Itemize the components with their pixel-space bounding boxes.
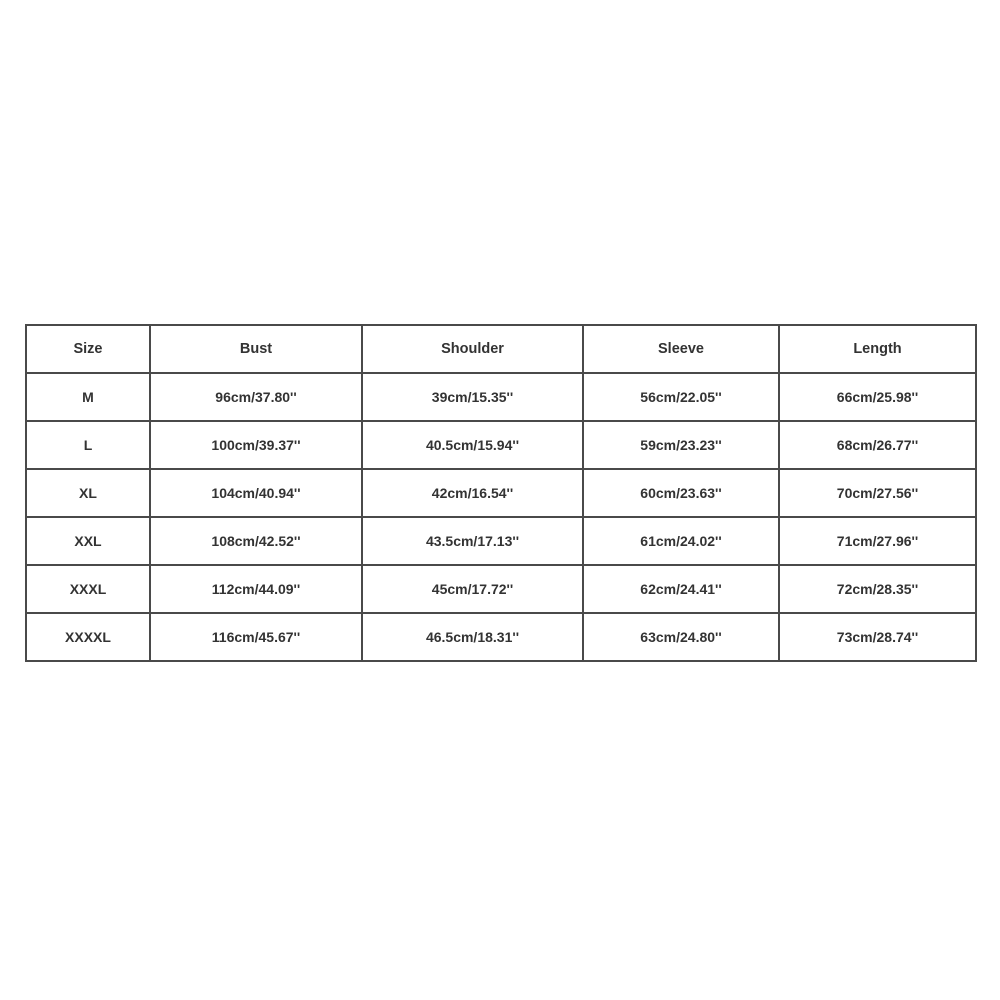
cell-size: XXXXL [26,613,150,661]
cell-length: 71cm/27.96'' [779,517,976,565]
table-row [26,565,976,613]
cell-length: 73cm/28.74'' [779,613,976,661]
cell-length: 66cm/25.98'' [779,373,976,421]
header-row [26,325,976,373]
header-shoulder: Shoulder [362,325,583,373]
cell-length: 72cm/28.35'' [779,565,976,613]
cell-shoulder: 39cm/15.35'' [362,373,583,421]
cell-sleeve: 59cm/23.23'' [583,421,779,469]
cell-shoulder: 42cm/16.54'' [362,469,583,517]
cell-sleeve: 62cm/24.41'' [583,565,779,613]
cell-shoulder: 46.5cm/18.31'' [362,613,583,661]
cell-length: 68cm/26.77'' [779,421,976,469]
header-size: Size [26,325,150,373]
cell-bust: 116cm/45.67'' [150,613,362,661]
cell-size: XXL [26,517,150,565]
cell-bust: 112cm/44.09'' [150,565,362,613]
cell-size: L [26,421,150,469]
table-row [26,517,976,565]
cell-size: XL [26,469,150,517]
cell-sleeve: 60cm/23.63'' [583,469,779,517]
table-row [26,421,976,469]
header-length: Length [779,325,976,373]
cell-bust: 96cm/37.80'' [150,373,362,421]
cell-shoulder: 43.5cm/17.13'' [362,517,583,565]
cell-bust: 100cm/39.37'' [150,421,362,469]
cell-size: M [26,373,150,421]
header-bust: Bust [150,325,362,373]
cell-bust: 108cm/42.52'' [150,517,362,565]
table-row [26,469,976,517]
cell-size: XXXL [26,565,150,613]
cell-sleeve: 63cm/24.80'' [583,613,779,661]
cell-length: 70cm/27.56'' [779,469,976,517]
table-row [26,613,976,661]
cell-sleeve: 56cm/22.05'' [583,373,779,421]
cell-sleeve: 61cm/24.02'' [583,517,779,565]
size-chart-table [25,324,977,662]
cell-shoulder: 40.5cm/15.94'' [362,421,583,469]
cell-shoulder: 45cm/17.72'' [362,565,583,613]
header-sleeve: Sleeve [583,325,779,373]
cell-bust: 104cm/40.94'' [150,469,362,517]
table-row [26,373,976,421]
